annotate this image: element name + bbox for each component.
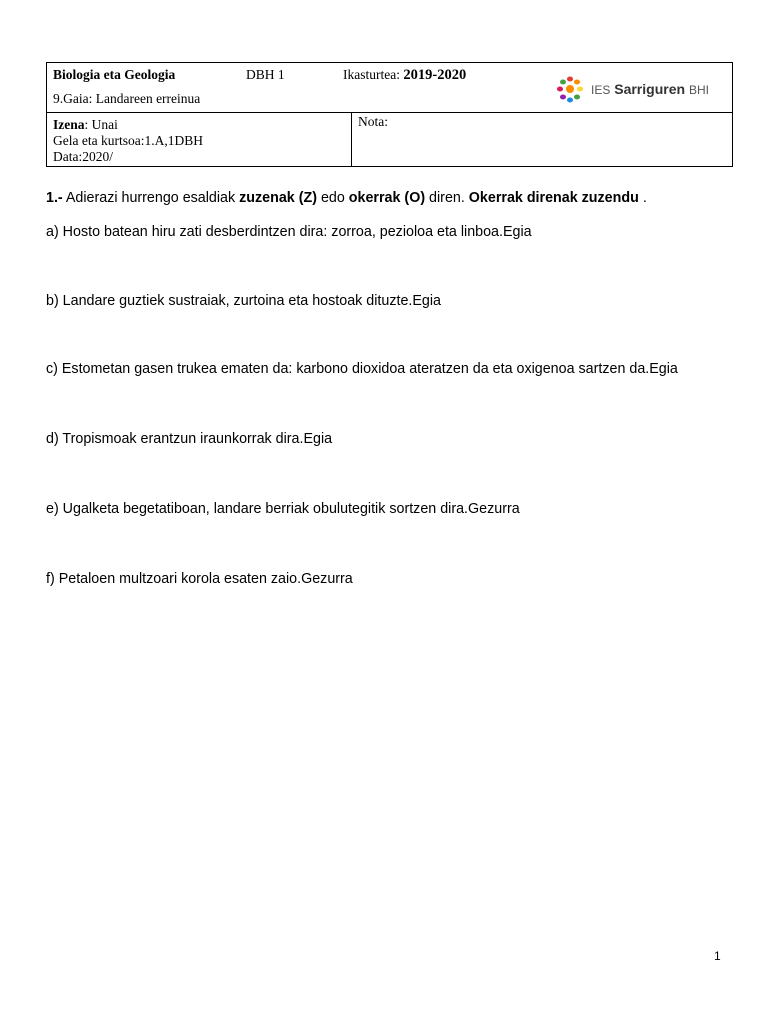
statement-b: b) Landare guztiek sustraiak, zurtoina eta hostoak dituzte.Egia [46, 293, 441, 309]
logo-suffix: BHI [688, 83, 709, 97]
year-value: 2019-2020 [403, 67, 467, 83]
column-divider [351, 113, 352, 167]
statement-c: c) Estometan gasen trukea ematen da: karbono dioxidoa ateratzen da eta oxigenoa sartzen da.Egia [46, 361, 678, 377]
prompt-text-3: diren. [425, 190, 469, 206]
page-number: 1 [714, 949, 721, 963]
grade-label: Nota: [358, 114, 388, 129]
name-label: Izena [53, 117, 85, 132]
year-field [343, 67, 466, 84]
header-row-student [47, 113, 732, 167]
statement-e: e) Ugalketa begetatiboan, landare berriak obulutegitik sortzen dira.Gezurra [46, 501, 520, 517]
header-row-course [47, 63, 732, 113]
school-logo [555, 75, 709, 105]
prompt-text-end: . [638, 190, 647, 206]
student-name-field [53, 117, 118, 133]
name-value: : Unai [84, 117, 118, 132]
statement-f: f) Petaloen multzoari korola esaten zaio.Gezurra [46, 571, 353, 587]
topic-label: 9.Gaia: Landareen erreinua [53, 91, 201, 106]
correction-instruction: Okerrak direnak zuzendu [468, 190, 639, 206]
group-field: Gela eta kurtsoa:1.A,1DBH [53, 133, 203, 148]
statement-a: a) Hosto batean hiru zati desberdintzen dira: zorroa, pezioloa eta linboa.Egia [46, 224, 532, 240]
true-label: zuzenak (Z) [239, 190, 317, 206]
prompt-text-2: edo [316, 190, 349, 206]
statement-d: d) Tropismoak erantzun iraunkorrak dira.Egia [46, 431, 333, 447]
question-prompt [46, 190, 647, 206]
false-label: okerrak (O) [348, 190, 426, 206]
logo-prefix: IES [591, 83, 611, 97]
hands-logo-icon [555, 75, 585, 105]
prompt-text-1: Adierazi hurrengo esaldiak [62, 190, 240, 206]
header-table [46, 62, 733, 167]
date-field: Data:2020/ [53, 149, 113, 164]
level-label: DBH 1 [246, 67, 285, 82]
question-number: 1.- [46, 190, 63, 206]
logo-name: Sarriguren [614, 81, 686, 97]
logo-wordmark [591, 81, 709, 97]
subject-label: Biologia eta Geologia [53, 67, 176, 82]
year-label: Ikasturtea: [343, 67, 400, 82]
